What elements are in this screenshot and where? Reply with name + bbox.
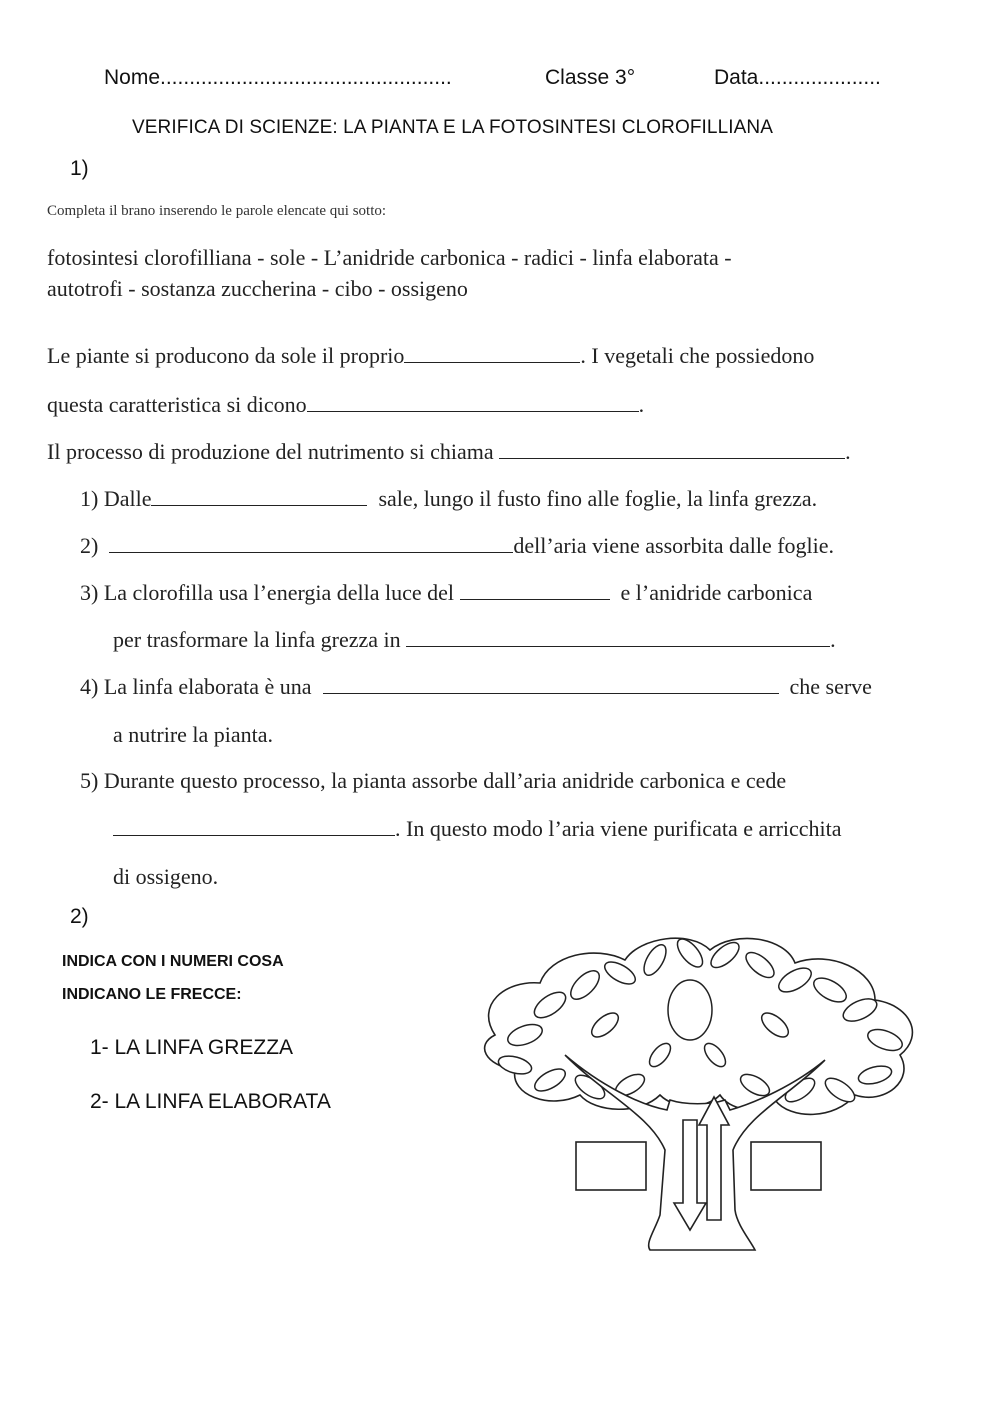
tree-diagram-icon (455, 925, 945, 1260)
text: questa caratteristica si dicono (47, 392, 307, 417)
item-number: 4) (80, 674, 99, 699)
blank-linfa-elaborata[interactable] (406, 628, 830, 647)
tree-canopy (485, 935, 913, 1115)
list-item-3 (80, 580, 812, 606)
blank-process-name[interactable] (499, 440, 845, 459)
item-number: 1) (80, 486, 99, 511)
text: La clorofilla usa l’energia della luce del (103, 580, 455, 605)
date-field-label: Data..................... (714, 66, 881, 89)
option-linfa-elaborata: 2- LA LINFA ELABORATA (90, 1090, 331, 1113)
text: . (830, 627, 836, 652)
section-2-instruction-line-2: INDICANO LE FRECCE: (62, 986, 242, 1003)
answer-box-right[interactable] (751, 1142, 821, 1190)
list-item-1 (80, 486, 817, 512)
section-2-number: 2) (70, 905, 89, 928)
paragraph-line-3 (47, 439, 851, 465)
text: La linfa elaborata è una (103, 674, 312, 699)
text: Le piante si producono da sole il proprio (47, 343, 405, 368)
blank-ossigeno[interactable] (113, 817, 395, 836)
text: e l’anidride carbonica (620, 580, 813, 605)
blank-radici[interactable] (151, 487, 367, 506)
word-bank-line-2: autotrofi - sostanza zuccherina - cibo - ossigeno (47, 276, 468, 301)
section-2-instruction-line-1: INDICA CON I NUMERI COSA (62, 953, 284, 970)
text: . In questo modo l’aria viene purificata e arricchita (395, 816, 842, 841)
text: . (638, 392, 645, 417)
list-item-5-continued (113, 816, 842, 842)
blank-cibo[interactable] (404, 344, 580, 363)
text: . (845, 439, 851, 464)
list-item-2 (80, 533, 834, 559)
text: Il processo di produzione del nutrimento si chiama (47, 439, 494, 464)
paragraph-line-2 (47, 392, 644, 418)
blank-autotrofi[interactable] (307, 393, 639, 412)
blank-anidride[interactable] (109, 534, 513, 553)
text: dell’aria viene assorbita dalle foglie. (513, 533, 835, 558)
blank-sostanza-zuccherina[interactable] (323, 675, 779, 694)
section-1-instruction: Completa il brano inserendo le parole elencate qui sotto: (47, 203, 387, 219)
item-number: 5) (80, 768, 99, 793)
answer-box-left[interactable] (576, 1142, 646, 1190)
paragraph-line-1 (47, 343, 814, 369)
page-title: VERIFICA DI SCIENZE: LA PIANTA E LA FOTOSINTESI CLOROFILLIANA (132, 117, 774, 138)
text: sale, lungo il fusto fino alle foglie, la linfa grezza. (378, 486, 818, 511)
item-number: 3) (80, 580, 99, 605)
word-bank-line-1: fotosintesi clorofilliana - sole - L’anidride carbonica - radici - linfa elaborata - (47, 245, 732, 270)
list-item-5-end: di ossigeno. (113, 864, 219, 889)
option-linfa-grezza: 1- LA LINFA GREZZA (90, 1036, 294, 1059)
list-item-5 (80, 768, 786, 794)
list-item-4-continued: a nutrire la pianta. (113, 722, 274, 747)
text: . I vegetali che possiedono (580, 343, 815, 368)
text: che serve (789, 674, 872, 699)
item-number: 2) (80, 533, 99, 558)
list-item-3-continued (113, 627, 836, 653)
class-label: Classe 3° (545, 66, 636, 89)
name-field-label: Nome.................................................. (104, 66, 452, 89)
section-1-number: 1) (70, 157, 89, 180)
text: Durante questo processo, la pianta assorbe dall’aria anidride carbonica e cede (103, 768, 787, 793)
blank-sole[interactable] (460, 581, 610, 600)
text: Dalle (103, 486, 152, 511)
text: per trasformare la linfa grezza in (113, 627, 401, 652)
list-item-4 (80, 674, 872, 700)
